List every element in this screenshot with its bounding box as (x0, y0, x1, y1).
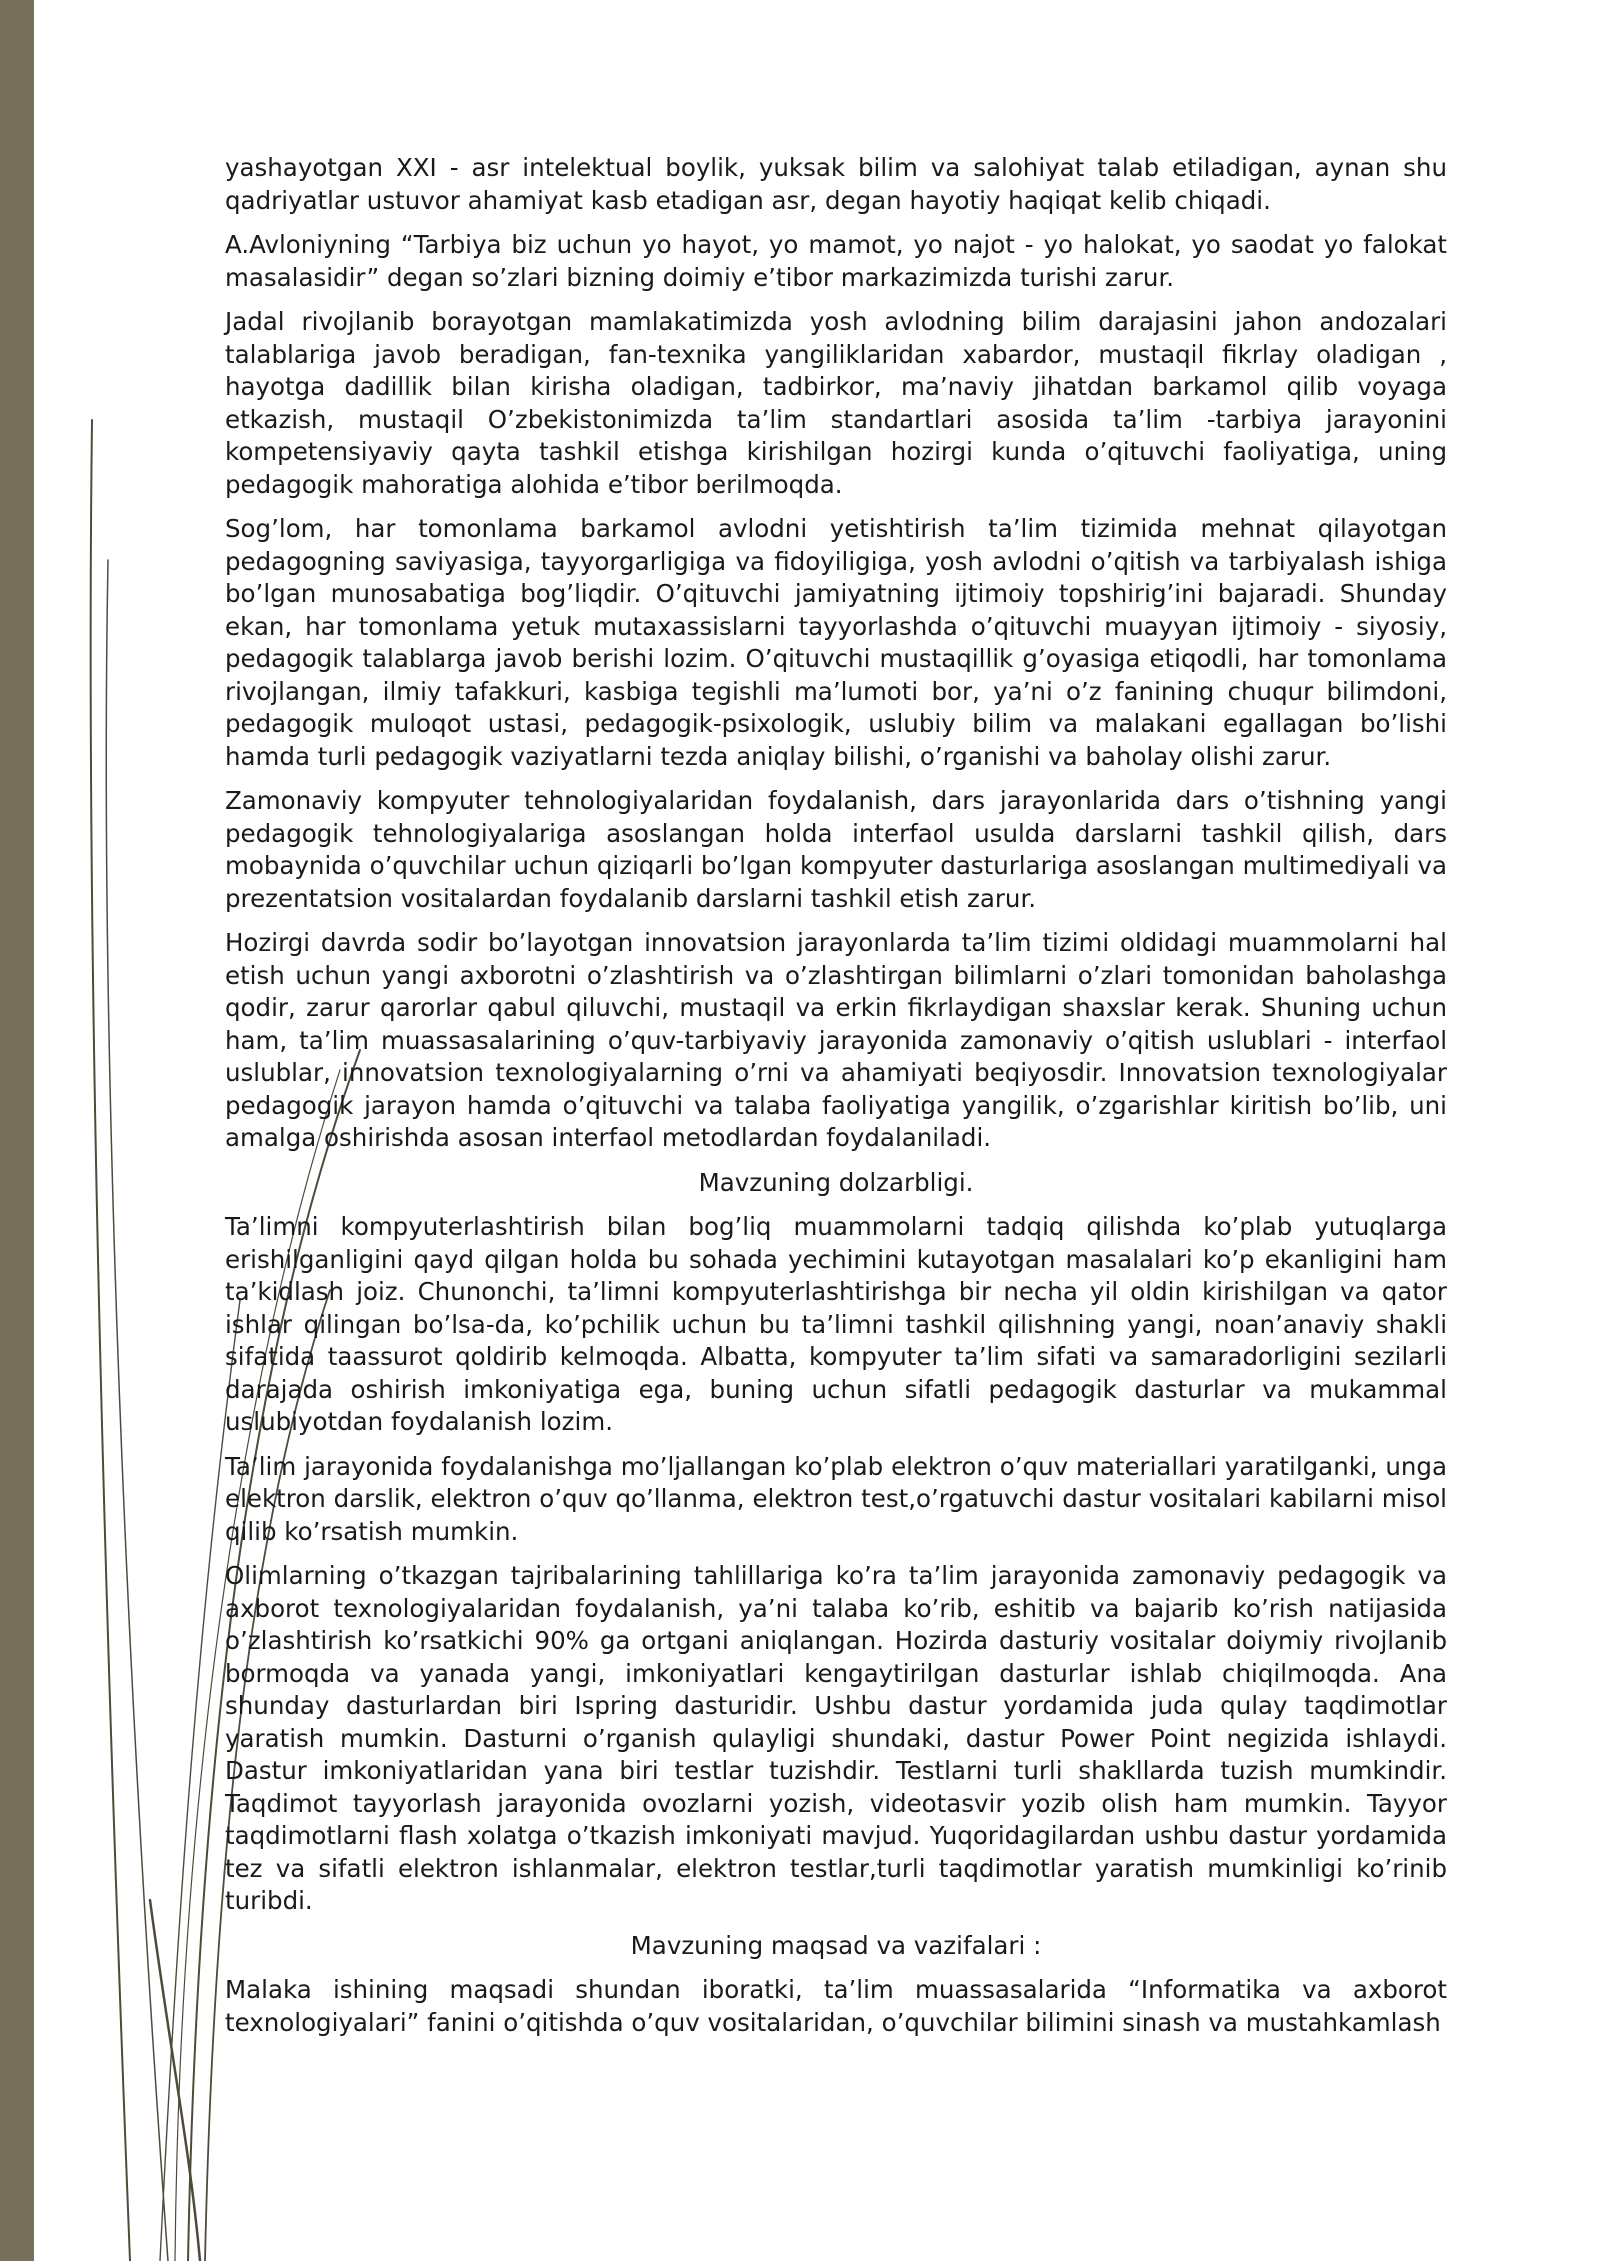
paragraph: Malaka ishining maqsadi shundan iboratki, ta’lim muassasalarida “Informatika va axborot texnologiyalari” fanini o’qitishda o’quv vositalaridan, o’quvchilar bilimini sinash va mustahkamlash (225, 1975, 1447, 2037)
paragraph: A.Avloniyning “Tarbiya biz uchun yo hayot, yo mamot, yo najot - yo halokat, yo saodat yo falokat masalasidir” degan so’zlari bizning doimiy e’tibor markazimizda turishi zarur. (225, 230, 1447, 292)
paragraph: Ta’lim jarayonida foydalanishga mo’ljallangan ko’plab elektron o’quv materiallari yaratilganki, unga elektron darslik, elektron o’quv qo’llanma, elektron test,o’rgatuvchi dastur vositalari kabilarni misol qilib ko’rsatish mumkin. (225, 1451, 1447, 1546)
paragraph: yashayotgan XXI - asr intelektual boylik, yuksak bilim va salohiyat talab etiladigan, aynan shu qadriyatlar ustuvor ahamiyat kasb etadigan asr, degan hayotiy haqiqat kelib chiqadi. (225, 153, 1447, 215)
decorative-curve (91, 420, 130, 2261)
paragraph: Sog’lom, har tomonlama barkamol avlodni yetishtirish ta’lim tizimida mehnat qilayotgan pedagogning saviyasiga, tayyorgarligiga va fidoyiligiga, yosh avlodni o’qitish va tarbiyalash ishiga bo’lgan munosabatiga bog’liqdir. O’qituvchi jamiyatning ijtimoiy topshirig’ini bajaradi. Shunday ekan, har tomonlama yetuk mutaxassislarni tayyorlashda o’qituvchi muayyan ijtimoiy - siyosiy, pedagogik talablarga javob berishi lozim. O’qituvchi mustaqillik g’oyasiga etiqodli, har tomonlama rivojlangan, ilmiy tafakkuri, kasbiga tegishli ma’lumoti bor, ya’ni o’z fanining chuqur bilimdoni, pedagogik muloqot ustasi, pedagogik-psixologik, uslubiy bilim va malakani egallagan bo’lishi hamda turli pedagogik vaziyatlarni tezda aniqlay bilishi, o’rganishi va baholay olishi zarur. (225, 514, 1447, 771)
page-side-bar (0, 0, 34, 2261)
paragraph: Ta’limni kompyuterlashtirish bilan bog’liq muammolarni tadqiq qilishda ko’plab yutuqlarga erishilganligini qayd qilgan holda bu sohada yechimini kutayotgan masalalari ko’p ekanligini ham ta’kidlash joiz. Chunonchi, ta’limni kompyuterlashtirishga bir necha yil oldin kirishilgan va qator ishlar qilingan bo’lsa-da, ko’pchilik uchun bu ta’limni tashkil qilishning yangi, noan’anaviy shakli sifatida taassurot qoldirib kelmoqda. Albatta, kompyuter ta’lim sifati va samaradorligini sezilarli darajada oshirish imkoniyatiga ega, buning uchun sifatli pedagogik dasturlar va mukammal uslubiyotdan foydalanish lozim. (225, 1212, 1447, 1436)
paragraph: Hozirgi davrda sodir bo’layotgan innovatsion jarayonlarda ta’lim tizimi oldidagi muammolarni hal etish uchun yangi axborotni o’zlashtirish va o’zlashtirgan bilimlarni o’zlari tomonidan baholashga qodir, zarur qarorlar qabul qiluvchi, mustaqil va erkin fikrlaydigan shaxslar kerak. Shuning uchun ham, ta’lim muassasalarining o’quv-tarbiyaviy jarayonida zamonaviy o’qitish uslublari - interfaol uslublar, innovatsion texnologiyalarning o’rni va ahamiyati beqiyosdir. Innovatsion texnologiyalar pedagogik jarayon hamda o’qituvchi va talaba faoliyatiga yangilik, o’zgarishlar kiritish bo’lib, uni amalga oshirishda asosan interfaol metodlardan foydalaniladi. (225, 928, 1447, 1152)
decorative-curve (150, 1900, 200, 2261)
section-heading-goals: Mavzuning maqsad va vazifalari : (630, 1930, 1042, 1960)
paragraph: Olimlarning o’tkazgan tajribalarining tahlillariga ko’ra ta’lim jarayonida zamonaviy pedagogik va axborot texnologiyalaridan foydalanish, ya’ni talaba ko’rib, eshitib va bajarib ko’rish natijasida o’zlashtirish ko’rsatkichi 90% ga ortgani aniqlangan. Hozirda dasturiy vositalar doiymiy rivojlanib bormoqda va yanada yangi, imkoniyatlari kengaytirilgan dasturlar ishlab chiqilmoqda. Ana shunday dasturlardan biri Ispring dasturidir. Ushbu dastur yordamida juda qulay taqdimotlar yaratish mumkin. Dasturni o’rganish qulayligi shundaki, dastur Power Point negizida ishlaydi. Dastur imkoniyatlaridan yana biri testlar tuzishdir. Testlarni turli shakllarda tuzish mumkindir. Taqdimot tayyorlash jarayonida ovozlarni yozish, videotasvir yozib olish ham mumkin. Tayyor taqdimotlarni flash xolatga o’tkazish imkoniyati mavjud. Yuqoridagilardan ushbu dastur yordamida tez va sifatli elektron ishlanmalar, elektron testlar,turli taqdimotlar yaratish mumkinligi ko’rinib turibdi. (225, 1561, 1447, 1915)
document-body (225, 152, 1447, 2051)
decorative-curve (106, 560, 168, 2261)
section-heading-relevance: Mavzuning dolzarbligi. (698, 1167, 974, 1197)
paragraph: Jadal rivojlanib borayotgan mamlakatimizda yosh avlodning bilim darajasini jahon andozalari talablariga javob beradigan, fan-texnika yangiliklaridan xabardor, mustaqil fikrlay oladigan , hayotga dadillik bilan kirisha oladigan, tadbirkor, ma’naviy jihatdan barkamol qilib voyaga etkazish, mustaqil O’zbekistonimizda ta’lim standartlari asosida ta’lim -tarbiya jarayonini kompetensiyaviy qayta tashkil etishga kirishilgan hozirgi kunda o’qituvchi faoliyatiga, uning pedagogik mahoratiga alohida e’tibor berilmoqda. (225, 307, 1447, 499)
paragraph: Zamonaviy kompyuter tehnologiyalaridan foydalanish, dars jarayonlarida dars o’tishning yangi pedagogik tehnologiyalariga asoslangan holda interfaol usulda darslarni tashkil qilish, dars mobaynida o’quvchilar uchun qiziqarli bo’lgan kompyuter dasturlariga asoslangan multimediyali va prezentatsion vositalardan foydalanib darslarni tashkil etish zarur. (225, 786, 1447, 913)
